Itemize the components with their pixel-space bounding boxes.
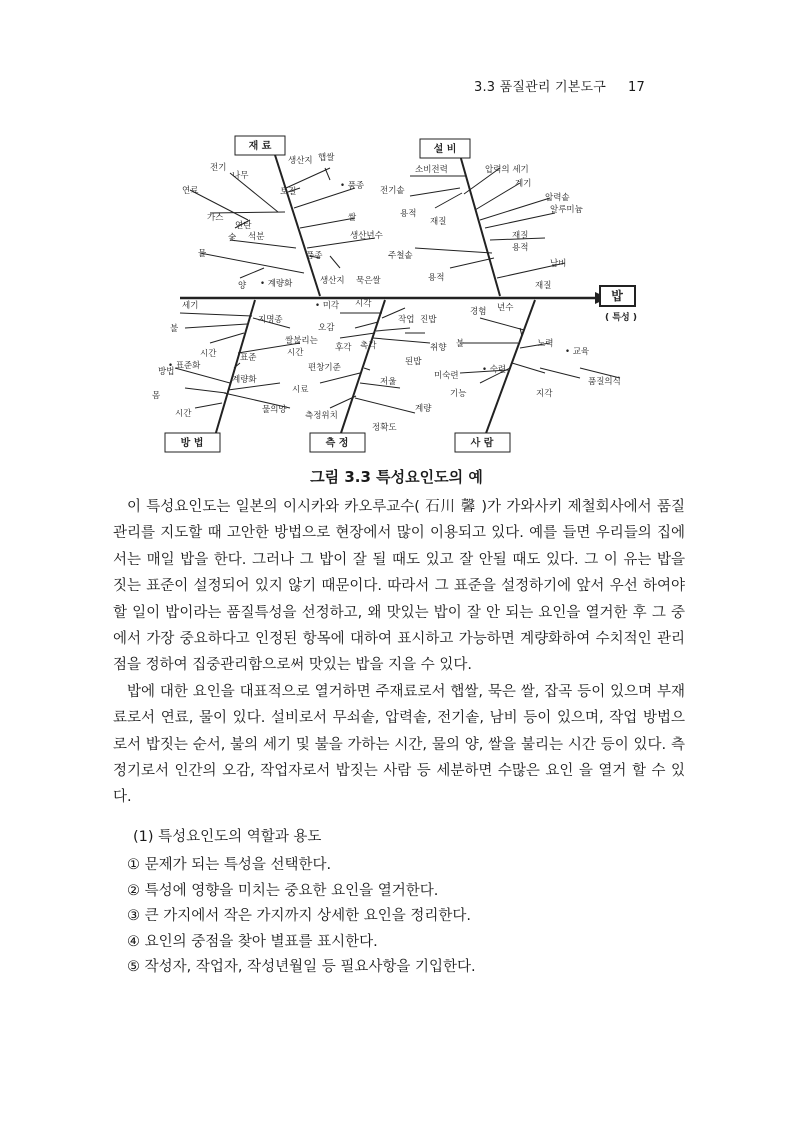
factor-label: 용적 <box>428 273 445 283</box>
body-text <box>113 494 685 811</box>
factor-label: 쌀 <box>348 213 357 223</box>
bone-measurement <box>340 300 385 436</box>
bone-method <box>215 300 255 436</box>
factor-label: 주철솥 <box>388 251 413 261</box>
factor-label: 세기 <box>182 301 199 311</box>
factor-label: 계량 <box>415 404 432 414</box>
factor-label: 시료 <box>292 385 309 395</box>
factor-label: 몸 <box>152 391 161 401</box>
factor-label: 묵은쌀 <box>356 276 381 286</box>
factor-label: 저울 <box>380 377 397 387</box>
factor-label: 전기솥 <box>380 186 405 196</box>
factor-label: 토질 <box>280 187 297 197</box>
factor-label: 알루미늄 <box>550 205 583 215</box>
factor-label: 생산년수 <box>350 231 383 241</box>
factor-label: • 숙련 <box>482 365 507 375</box>
factor-label: 소비전력 <box>415 165 448 175</box>
step-item: ① 문제가 되는 특성을 선택한다. <box>127 857 332 873</box>
factor-label: 계기 <box>515 179 532 189</box>
factor-label: 전기 <box>210 163 227 173</box>
factor-label: 시각 <box>355 299 372 309</box>
factor-label: 기능 <box>450 389 467 399</box>
factor-label: 압력솥 <box>545 193 570 203</box>
factor-label: 노력 <box>537 339 554 349</box>
factor-label: 취향 <box>430 343 447 353</box>
factor-label: 된밥 <box>405 357 422 367</box>
factor-label: 시간 <box>287 348 304 358</box>
category-equipment: 설 비 <box>433 144 457 155</box>
factor-label: 지각 <box>536 389 553 399</box>
factor-label: 물 <box>198 249 207 259</box>
steps-list <box>127 853 476 981</box>
running-header <box>474 76 645 95</box>
factor-label: 나무 <box>232 171 249 181</box>
factor-label: 품질의식 <box>588 377 621 387</box>
factor-label: 용적 <box>400 209 417 219</box>
factor-label: 연료 <box>182 186 199 196</box>
paragraph: 이 특성요인도는 일본의 이시카와 카오루교수( 石川 馨 )가 가와사키 제철회사에서 품질관리를 지도할 때 고안한 방법으로 현장에서 많이 이용되고 있다. 예를 들면 우리들의 집에서는 매일 밥을 한다. 그러나 그 밥이 잘 될 때도 있고 잘 안될 때도 있다. 그 이 유는 밥을 짓는 표준이 설정되어 있지 않기 때문이다. 따라서 그 표준을 설정하기에 앞서 우선 하여야 할 일이 밥이라는 품질특성을 선정하고, 왜 맛있는 밥이 잘 안 되는 요인을 열거한 후 그 중에서 가장 중요하다고 인정된 항목에 대하여 표시하고 가능하면 계량화하여 수치적인 관리점을 정하여 집중관리함으로써 맛있는 밥을 지을 수 있다. <box>113 499 685 674</box>
factor-label: 불 <box>456 339 465 349</box>
factor-label: 촉각 <box>360 341 377 351</box>
category-measurement: 측 정 <box>325 438 349 449</box>
category-people: 사 람 <box>470 438 494 449</box>
paragraph: 밥에 대한 요인을 대표적으로 열거하면 주재료로서 햅쌀, 묵은 쌀, 잡곡 등이 있으며 부재료로서 연료, 물이 있다. 설비로서 무쇠솥, 압력솥, 전기솥, 남비 등이 있으며, 작업 방법으로서 밥짓는 순서, 불의 세기 및 불을 가하는 시간, 물의 양, 쌀을 불리는 시간 등이 있다. 측정기로서 인간의 오감, 작업자로서 밥짓는 사람 등 세분하면 수많은 요인 을 열거 할 수 있다. <box>113 683 685 806</box>
factor-label: 시간 <box>175 409 192 419</box>
factor-label: • 미각 <box>315 301 340 311</box>
figure-caption: 그림 3.3 특성요인도의 예 <box>310 468 483 486</box>
factor-label: 측정위치 <box>305 411 338 421</box>
fishbone-svg <box>152 128 650 458</box>
factor-label: 재질 <box>430 217 447 227</box>
factor-label: 년수 <box>497 303 514 313</box>
factor-label: 연탄 <box>235 221 252 231</box>
factor-label: 석분 <box>248 232 265 242</box>
header-section-title: 3.3 품질관리 기본도구 <box>474 80 607 95</box>
category-method: 방 법 <box>180 438 204 449</box>
factor-label: 재질 <box>535 281 552 291</box>
factor-label: 작업 <box>398 315 415 325</box>
step-item: ③ 큰 가지에서 작은 가지까지 상세한 요인을 정리한다. <box>127 908 472 925</box>
factor-label: 생산지 <box>288 156 313 166</box>
factor-label: 미숙련 <box>434 371 459 381</box>
category-material: 재 료 <box>248 141 272 152</box>
factor-label: 품종 <box>306 251 323 261</box>
effect-label: 밥 <box>611 289 623 303</box>
step-item: ⑤ 작성자, 작업자, 작성년월일 등 필요사항을 기입한다. <box>127 959 476 976</box>
factor-label: 편창기준 <box>308 363 341 373</box>
factor-label: 방법 <box>158 367 175 377</box>
fishbone-diagram <box>152 128 650 458</box>
factor-label: 표준 <box>240 353 257 363</box>
factor-label: 정확도 <box>372 423 397 433</box>
factor-label: 오감 <box>318 323 335 333</box>
factor-label: 가스 <box>207 213 224 223</box>
factor-label: 남비 <box>550 259 567 269</box>
section-title: (1) 특성요인도의 역할과 용도 <box>133 829 322 845</box>
factor-label: 용적 <box>512 243 529 253</box>
factor-label: 계량화 <box>232 375 257 385</box>
factor-label: 진밥 <box>420 315 437 325</box>
factor-label: 햅쌀 <box>318 153 335 163</box>
factor-label: • 교육 <box>565 347 590 357</box>
factor-label: 압력의 세기 <box>485 165 529 175</box>
effect-sub-label: ( 특성 ) <box>605 313 637 323</box>
factor-label: • 품종 <box>340 181 365 191</box>
factor-label: 불 <box>170 324 179 334</box>
factor-label: 시간 <box>200 349 217 359</box>
factor-label: 물의양 <box>262 405 287 415</box>
factor-label: • 계량화 <box>260 279 293 289</box>
factor-label: 생산지 <box>320 276 345 286</box>
factor-label: 재질 <box>512 231 529 241</box>
factor-label: 쌀불리는 <box>285 336 318 346</box>
factor-label: 경험 <box>470 307 487 317</box>
factor-label: 양 <box>238 281 247 291</box>
factor-label: • 표준화 <box>168 361 201 371</box>
factor-label: 후각 <box>335 343 352 353</box>
page-number: 17 <box>628 80 645 95</box>
step-item: ④ 요인의 중점을 찾아 별표를 표시한다. <box>127 933 378 950</box>
factor-label: 지명종 <box>258 315 283 325</box>
step-item: ② 특성에 영향을 미치는 중요한 요인을 열거한다. <box>127 882 439 899</box>
factor-label: 숯 <box>228 233 237 243</box>
